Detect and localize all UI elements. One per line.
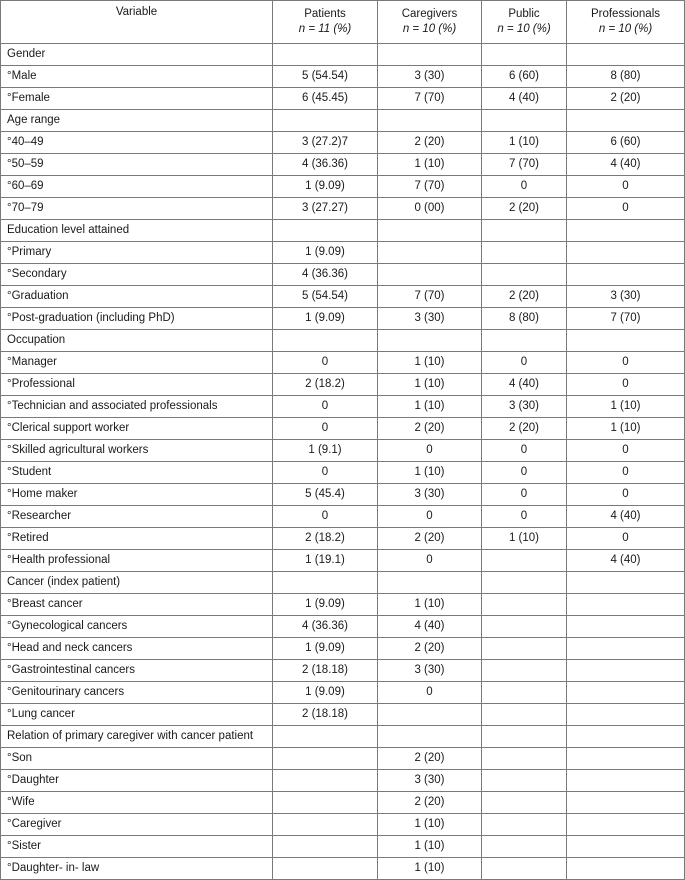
row-label: °Secondary (1, 264, 273, 286)
header-public-label: Public (508, 8, 540, 20)
header-row (1, 1, 685, 44)
cell-professionals (567, 858, 685, 880)
cell-professionals: 0 (567, 462, 685, 484)
row-label: °Primary (1, 242, 273, 264)
table-row (1, 132, 685, 154)
table-row (1, 286, 685, 308)
cell-patients (273, 770, 378, 792)
cell-professionals: 2 (20) (567, 88, 685, 110)
cell-caregivers: 0 (378, 550, 482, 572)
header-professionals (567, 1, 685, 44)
row-label: °Researcher (1, 506, 273, 528)
cell-caregivers (378, 264, 482, 286)
cell-patients (273, 792, 378, 814)
cell-professionals (567, 594, 685, 616)
cell-caregivers: 1 (10) (378, 154, 482, 176)
cell-professionals: 0 (567, 352, 685, 374)
row-label: °Head and neck cancers (1, 638, 273, 660)
table-row (1, 198, 685, 220)
table-row (1, 88, 685, 110)
cell-patients: 2 (18.18) (273, 704, 378, 726)
cell-caregivers: 7 (70) (378, 176, 482, 198)
cell-caregivers: 3 (30) (378, 660, 482, 682)
row-label: °Post-graduation (including PhD) (1, 308, 273, 330)
cell-professionals (567, 660, 685, 682)
cell-public (482, 110, 567, 132)
table-row (1, 308, 685, 330)
cell-professionals (567, 814, 685, 836)
cell-professionals (567, 44, 685, 66)
table-row (1, 154, 685, 176)
section-label: Education level attained (1, 220, 273, 242)
cell-patients (273, 814, 378, 836)
cell-public: 0 (482, 176, 567, 198)
cell-caregivers: 3 (30) (378, 308, 482, 330)
cell-professionals (567, 572, 685, 594)
cell-patients: 5 (54.54) (273, 66, 378, 88)
table-row (1, 704, 685, 726)
cell-professionals: 0 (567, 484, 685, 506)
cell-caregivers: 3 (30) (378, 66, 482, 88)
cell-caregivers: 1 (10) (378, 594, 482, 616)
table-row (1, 396, 685, 418)
cell-public (482, 242, 567, 264)
cell-professionals: 0 (567, 440, 685, 462)
row-label: °Manager (1, 352, 273, 374)
cell-public: 0 (482, 484, 567, 506)
table-row (1, 418, 685, 440)
cell-caregivers: 7 (70) (378, 286, 482, 308)
cell-public (482, 748, 567, 770)
cell-caregivers: 0 (378, 506, 482, 528)
cell-public (482, 770, 567, 792)
table-row (1, 66, 685, 88)
section-row (1, 572, 685, 594)
row-label: °Professional (1, 374, 273, 396)
cell-patients: 0 (273, 396, 378, 418)
cell-public (482, 330, 567, 352)
section-label: Occupation (1, 330, 273, 352)
row-label: °Caregiver (1, 814, 273, 836)
header-public (482, 1, 567, 44)
cell-caregivers: 7 (70) (378, 88, 482, 110)
cell-public: 1 (10) (482, 528, 567, 550)
cell-caregivers (378, 572, 482, 594)
cell-caregivers (378, 242, 482, 264)
cell-professionals: 7 (70) (567, 308, 685, 330)
table-row (1, 748, 685, 770)
cell-professionals (567, 616, 685, 638)
cell-caregivers: 0 (378, 682, 482, 704)
header-public-n: n = 10 (%) (497, 23, 551, 35)
table-row (1, 682, 685, 704)
cell-public: 4 (40) (482, 374, 567, 396)
cell-patients: 1 (9.09) (273, 242, 378, 264)
cell-patients: 1 (9.09) (273, 308, 378, 330)
cell-patients: 1 (9.1) (273, 440, 378, 462)
cell-professionals: 3 (30) (567, 286, 685, 308)
header-caregivers (378, 1, 482, 44)
header-caregivers-n: n = 10 (%) (402, 23, 457, 35)
cell-caregivers: 2 (20) (378, 638, 482, 660)
row-label: °Skilled agricultural workers (1, 440, 273, 462)
cell-caregivers (378, 330, 482, 352)
table-row (1, 242, 685, 264)
cell-caregivers: 2 (20) (378, 418, 482, 440)
cell-caregivers: 1 (10) (378, 396, 482, 418)
section-label: Age range (1, 110, 273, 132)
cell-patients: 5 (54.54) (273, 286, 378, 308)
cell-caregivers: 2 (20) (378, 528, 482, 550)
row-label: °Technician and associated professionals (1, 396, 273, 418)
cell-patients: 1 (9.09) (273, 682, 378, 704)
header-variable: Variable (1, 1, 273, 44)
table-row (1, 550, 685, 572)
header-patients-label: Patients (304, 8, 346, 20)
cell-patients: 4 (36.36) (273, 264, 378, 286)
cell-patients (273, 220, 378, 242)
table-row (1, 836, 685, 858)
cell-patients (273, 836, 378, 858)
cell-professionals (567, 330, 685, 352)
row-label: °Wife (1, 792, 273, 814)
cell-professionals (567, 792, 685, 814)
cell-patients: 0 (273, 418, 378, 440)
cell-public (482, 44, 567, 66)
table-row (1, 858, 685, 880)
cell-professionals: 4 (40) (567, 506, 685, 528)
table-row (1, 528, 685, 550)
table-row (1, 176, 685, 198)
row-label: °Son (1, 748, 273, 770)
cell-caregivers: 1 (10) (378, 374, 482, 396)
cell-patients: 3 (27.27) (273, 198, 378, 220)
cell-professionals (567, 110, 685, 132)
table-body (1, 44, 685, 880)
cell-patients (273, 748, 378, 770)
row-label: °Female (1, 88, 273, 110)
cell-public (482, 638, 567, 660)
header-caregivers-label: Caregivers (401, 8, 458, 20)
row-label: °Daughter (1, 770, 273, 792)
row-label: °Student (1, 462, 273, 484)
cell-public (482, 858, 567, 880)
cell-professionals (567, 704, 685, 726)
cell-professionals: 4 (40) (567, 154, 685, 176)
cell-caregivers: 2 (20) (378, 748, 482, 770)
table-row (1, 462, 685, 484)
cell-professionals: 4 (40) (567, 550, 685, 572)
cell-caregivers (378, 220, 482, 242)
cell-public (482, 572, 567, 594)
section-row (1, 220, 685, 242)
cell-professionals: 1 (10) (567, 396, 685, 418)
cell-public (482, 660, 567, 682)
header-professionals-n: n = 10 (%) (598, 23, 653, 35)
header-patients-n: n = 11 (%) (298, 23, 352, 35)
cell-caregivers: 2 (20) (378, 792, 482, 814)
cell-patients: 2 (18.18) (273, 660, 378, 682)
cell-public: 4 (40) (482, 88, 567, 110)
cell-patients (273, 44, 378, 66)
table-row (1, 792, 685, 814)
cell-public (482, 726, 567, 748)
cell-public: 3 (30) (482, 396, 567, 418)
cell-patients (273, 726, 378, 748)
cell-public: 2 (20) (482, 198, 567, 220)
table-row (1, 374, 685, 396)
row-label: °50–59 (1, 154, 273, 176)
row-label: °Gynecological cancers (1, 616, 273, 638)
section-label: Relation of primary caregiver with cancer patient (1, 726, 273, 748)
section-row (1, 110, 685, 132)
cell-patients: 3 (27.2)7 (273, 132, 378, 154)
row-label: °60–69 (1, 176, 273, 198)
cell-patients: 0 (273, 506, 378, 528)
cell-professionals (567, 242, 685, 264)
section-row (1, 44, 685, 66)
cell-patients: 1 (19.1) (273, 550, 378, 572)
table-row (1, 660, 685, 682)
cell-caregivers: 3 (30) (378, 484, 482, 506)
cell-caregivers: 0 (378, 440, 482, 462)
cell-professionals: 6 (60) (567, 132, 685, 154)
cell-professionals (567, 726, 685, 748)
row-label: °Health professional (1, 550, 273, 572)
table-row (1, 484, 685, 506)
cell-professionals (567, 682, 685, 704)
table-row (1, 506, 685, 528)
cell-caregivers (378, 704, 482, 726)
section-row (1, 330, 685, 352)
cell-public: 2 (20) (482, 418, 567, 440)
cell-professionals: 8 (80) (567, 66, 685, 88)
cell-public: 0 (482, 440, 567, 462)
cell-caregivers (378, 44, 482, 66)
cell-public (482, 594, 567, 616)
cell-public (482, 836, 567, 858)
cell-professionals (567, 836, 685, 858)
cell-patients (273, 330, 378, 352)
table-row (1, 814, 685, 836)
cell-public (482, 550, 567, 572)
row-label: °Home maker (1, 484, 273, 506)
section-row (1, 726, 685, 748)
section-label: Cancer (index patient) (1, 572, 273, 594)
row-label: °40–49 (1, 132, 273, 154)
cell-public: 8 (80) (482, 308, 567, 330)
cell-patients: 1 (9.09) (273, 594, 378, 616)
cell-professionals: 0 (567, 198, 685, 220)
cell-caregivers: 1 (10) (378, 814, 482, 836)
cell-public (482, 792, 567, 814)
cell-public (482, 704, 567, 726)
cell-patients (273, 858, 378, 880)
cell-caregivers: 1 (10) (378, 352, 482, 374)
cell-public (482, 616, 567, 638)
row-label: °Genitourinary cancers (1, 682, 273, 704)
cell-patients: 4 (36.36) (273, 154, 378, 176)
cell-caregivers: 0 (00) (378, 198, 482, 220)
cell-caregivers (378, 726, 482, 748)
cell-public: 0 (482, 506, 567, 528)
cell-public: 0 (482, 462, 567, 484)
cell-patients: 2 (18.2) (273, 374, 378, 396)
row-label: °Gastrointestinal cancers (1, 660, 273, 682)
cell-professionals: 0 (567, 374, 685, 396)
cell-patients: 1 (9.09) (273, 176, 378, 198)
cell-patients: 4 (36.36) (273, 616, 378, 638)
table-header (1, 1, 685, 44)
row-label: °Lung cancer (1, 704, 273, 726)
cell-patients: 1 (9.09) (273, 638, 378, 660)
cell-caregivers: 4 (40) (378, 616, 482, 638)
cell-professionals (567, 220, 685, 242)
cell-professionals: 0 (567, 176, 685, 198)
row-label: °Graduation (1, 286, 273, 308)
cell-public: 0 (482, 352, 567, 374)
table-row (1, 594, 685, 616)
cell-caregivers: 1 (10) (378, 858, 482, 880)
row-label: °Daughter- in- law (1, 858, 273, 880)
table-row (1, 352, 685, 374)
header-professionals-label: Professionals (590, 8, 661, 20)
header-patients (273, 1, 378, 44)
cell-public: 7 (70) (482, 154, 567, 176)
cell-caregivers: 1 (10) (378, 462, 482, 484)
cell-patients: 2 (18.2) (273, 528, 378, 550)
cell-public (482, 682, 567, 704)
cell-professionals (567, 638, 685, 660)
cell-caregivers: 1 (10) (378, 836, 482, 858)
row-label: °70–79 (1, 198, 273, 220)
table-row (1, 264, 685, 286)
table-row (1, 440, 685, 462)
cell-professionals: 0 (567, 528, 685, 550)
cell-public: 1 (10) (482, 132, 567, 154)
cell-public: 2 (20) (482, 286, 567, 308)
row-label: °Clerical support worker (1, 418, 273, 440)
row-label: °Retired (1, 528, 273, 550)
table-row (1, 638, 685, 660)
cell-caregivers: 3 (30) (378, 770, 482, 792)
cell-public (482, 814, 567, 836)
row-label: °Male (1, 66, 273, 88)
row-label: °Breast cancer (1, 594, 273, 616)
cell-caregivers (378, 110, 482, 132)
cell-public: 6 (60) (482, 66, 567, 88)
table-row (1, 616, 685, 638)
cell-public (482, 264, 567, 286)
section-label: Gender (1, 44, 273, 66)
cell-public (482, 220, 567, 242)
cell-patients: 5 (45.4) (273, 484, 378, 506)
table-row (1, 770, 685, 792)
cell-professionals (567, 770, 685, 792)
cell-patients: 0 (273, 462, 378, 484)
cell-patients (273, 572, 378, 594)
cell-professionals: 1 (10) (567, 418, 685, 440)
cell-patients (273, 110, 378, 132)
cell-caregivers: 2 (20) (378, 132, 482, 154)
cell-professionals (567, 264, 685, 286)
cell-professionals (567, 748, 685, 770)
cell-patients: 6 (45.45) (273, 88, 378, 110)
cell-patients: 0 (273, 352, 378, 374)
row-label: °Sister (1, 836, 273, 858)
